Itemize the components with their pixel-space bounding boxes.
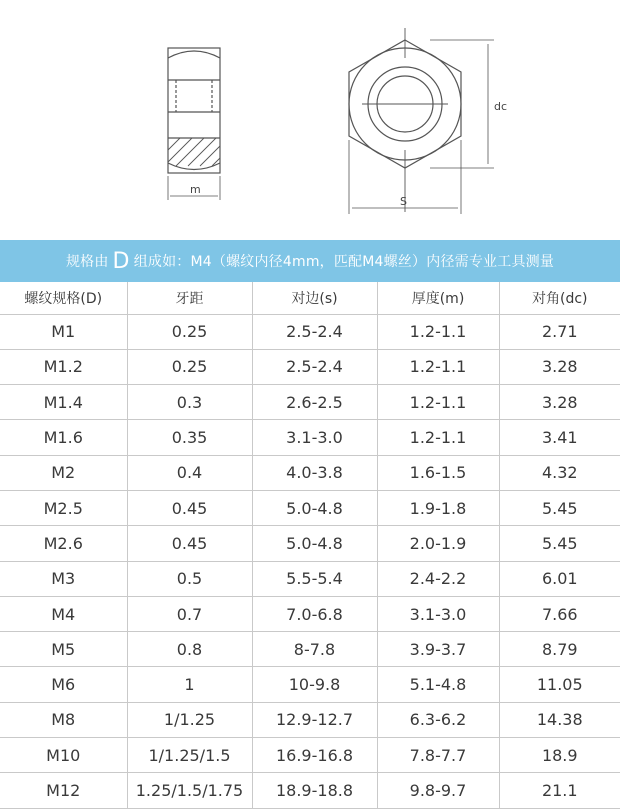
- header-width-across-flats: 对边(s): [252, 282, 377, 314]
- cell-thickness: 7.8-7.7: [377, 738, 499, 773]
- cell-width-across-corners: 6.01: [499, 561, 620, 596]
- cell-width-across-flats: 7.0-6.8: [252, 596, 377, 631]
- table-row: [0, 526, 620, 561]
- cell-width-across-flats: 3.1-3.0: [252, 420, 377, 455]
- cell-width-across-flats: 2.6-2.5: [252, 385, 377, 420]
- cell-pitch: 0.8: [127, 632, 252, 667]
- cell-pitch: 0.4: [127, 455, 252, 490]
- table-row: [0, 773, 620, 808]
- cell-pitch: 0.45: [127, 526, 252, 561]
- cell-pitch: 0.35: [127, 420, 252, 455]
- cell-pitch: 0.5: [127, 561, 252, 596]
- header-pitch: 牙距: [127, 282, 252, 314]
- cell-pitch: 0.45: [127, 490, 252, 525]
- cell-width-across-flats: 5.0-4.8: [252, 526, 377, 561]
- table-row: [0, 314, 620, 349]
- cell-thickness: 3.9-3.7: [377, 632, 499, 667]
- banner-prefix: 规格由: [65, 254, 109, 270]
- table-header-row: [0, 282, 620, 314]
- cell-thickness: 5.1-4.8: [377, 667, 499, 702]
- cell-thickness: 1.2-1.1: [377, 349, 499, 384]
- table-row: [0, 420, 620, 455]
- cell-thickness: 3.1-3.0: [377, 596, 499, 631]
- table-row: [0, 349, 620, 384]
- cell-thread-size: M3: [0, 561, 127, 596]
- cell-width-across-corners: 2.71: [499, 314, 620, 349]
- cell-width-across-corners: 3.28: [499, 385, 620, 420]
- cell-width-across-flats: 2.5-2.4: [252, 314, 377, 349]
- cell-thickness: 2.4-2.2: [377, 561, 499, 596]
- header-width-across-corners: 对角(dc): [499, 282, 620, 314]
- cell-width-across-flats: 18.9-18.8: [252, 773, 377, 808]
- cell-thread-size: M5: [0, 632, 127, 667]
- cell-pitch: 0.3: [127, 385, 252, 420]
- cell-thickness: 6.3-6.2: [377, 702, 499, 737]
- nut-drawing: [0, 0, 620, 240]
- cell-width-across-corners: 18.9: [499, 738, 620, 773]
- table-body: [0, 314, 620, 808]
- cell-thread-size: M2: [0, 455, 127, 490]
- nut-diagram: [0, 0, 620, 240]
- cell-width-across-corners: 3.41: [499, 420, 620, 455]
- header-thread-size: 螺纹规格(D): [0, 282, 127, 314]
- cell-pitch: 1/1.25: [127, 702, 252, 737]
- cell-width-across-corners: 3.28: [499, 349, 620, 384]
- cell-width-across-flats: 2.5-2.4: [252, 349, 377, 384]
- cell-pitch: 0.25: [127, 314, 252, 349]
- cell-thread-size: M1.2: [0, 349, 127, 384]
- table-row: [0, 385, 620, 420]
- banner-text: 组成如：M4（螺纹内径4mm，匹配M4螺丝）内径需专业工具测量: [133, 254, 555, 270]
- cell-width-across-corners: 8.79: [499, 632, 620, 667]
- cell-pitch: 0.25: [127, 349, 252, 384]
- cell-thread-size: M2.5: [0, 490, 127, 525]
- table-row: [0, 702, 620, 737]
- cell-width-across-corners: 4.32: [499, 455, 620, 490]
- banner-letter: D: [112, 248, 130, 274]
- cell-width-across-flats: 4.0-3.8: [252, 455, 377, 490]
- cell-thickness: 2.0-1.9: [377, 526, 499, 561]
- diagonal-label: dc: [494, 100, 508, 113]
- cell-thread-size: M2.6: [0, 526, 127, 561]
- cell-width-across-corners: 11.05: [499, 667, 620, 702]
- table-row: [0, 632, 620, 667]
- cell-thread-size: M12: [0, 773, 127, 808]
- table-row: [0, 738, 620, 773]
- spec-banner: [0, 240, 620, 282]
- table-row: [0, 596, 620, 631]
- cell-thickness: 1.2-1.1: [377, 314, 499, 349]
- cell-width-across-flats: 16.9-16.8: [252, 738, 377, 773]
- cell-width-across-flats: 5.0-4.8: [252, 490, 377, 525]
- cell-thickness: 1.6-1.5: [377, 455, 499, 490]
- cell-thread-size: M1.4: [0, 385, 127, 420]
- cell-width-across-flats: 12.9-12.7: [252, 702, 377, 737]
- thickness-label: m: [190, 183, 201, 196]
- cell-pitch: 1: [127, 667, 252, 702]
- cell-pitch: 1/1.25/1.5: [127, 738, 252, 773]
- cell-thickness: 1.9-1.8: [377, 490, 499, 525]
- table-row: [0, 490, 620, 525]
- cell-thickness: 9.8-9.7: [377, 773, 499, 808]
- cell-thread-size: M4: [0, 596, 127, 631]
- cell-thread-size: M1.6: [0, 420, 127, 455]
- cell-width-across-corners: 21.1: [499, 773, 620, 808]
- cell-width-across-corners: 7.66: [499, 596, 620, 631]
- cell-thread-size: M1: [0, 314, 127, 349]
- cell-width-across-flats: 5.5-5.4: [252, 561, 377, 596]
- table-row: [0, 455, 620, 490]
- header-thickness: 厚度(m): [377, 282, 499, 314]
- cell-width-across-corners: 5.45: [499, 526, 620, 561]
- cell-thickness: 1.2-1.1: [377, 420, 499, 455]
- table-row: [0, 667, 620, 702]
- cell-width-across-corners: 5.45: [499, 490, 620, 525]
- cell-pitch: 1.25/1.5/1.75: [127, 773, 252, 808]
- table-row: [0, 561, 620, 596]
- cell-width-across-corners: 14.38: [499, 702, 620, 737]
- cell-width-across-flats: 10-9.8: [252, 667, 377, 702]
- cell-thread-size: M6: [0, 667, 127, 702]
- cell-thickness: 1.2-1.1: [377, 385, 499, 420]
- cell-thread-size: M8: [0, 702, 127, 737]
- width-label: S: [400, 195, 407, 208]
- cell-pitch: 0.7: [127, 596, 252, 631]
- cell-thread-size: M10: [0, 738, 127, 773]
- spec-table: [0, 282, 620, 809]
- cell-width-across-flats: 8-7.8: [252, 632, 377, 667]
